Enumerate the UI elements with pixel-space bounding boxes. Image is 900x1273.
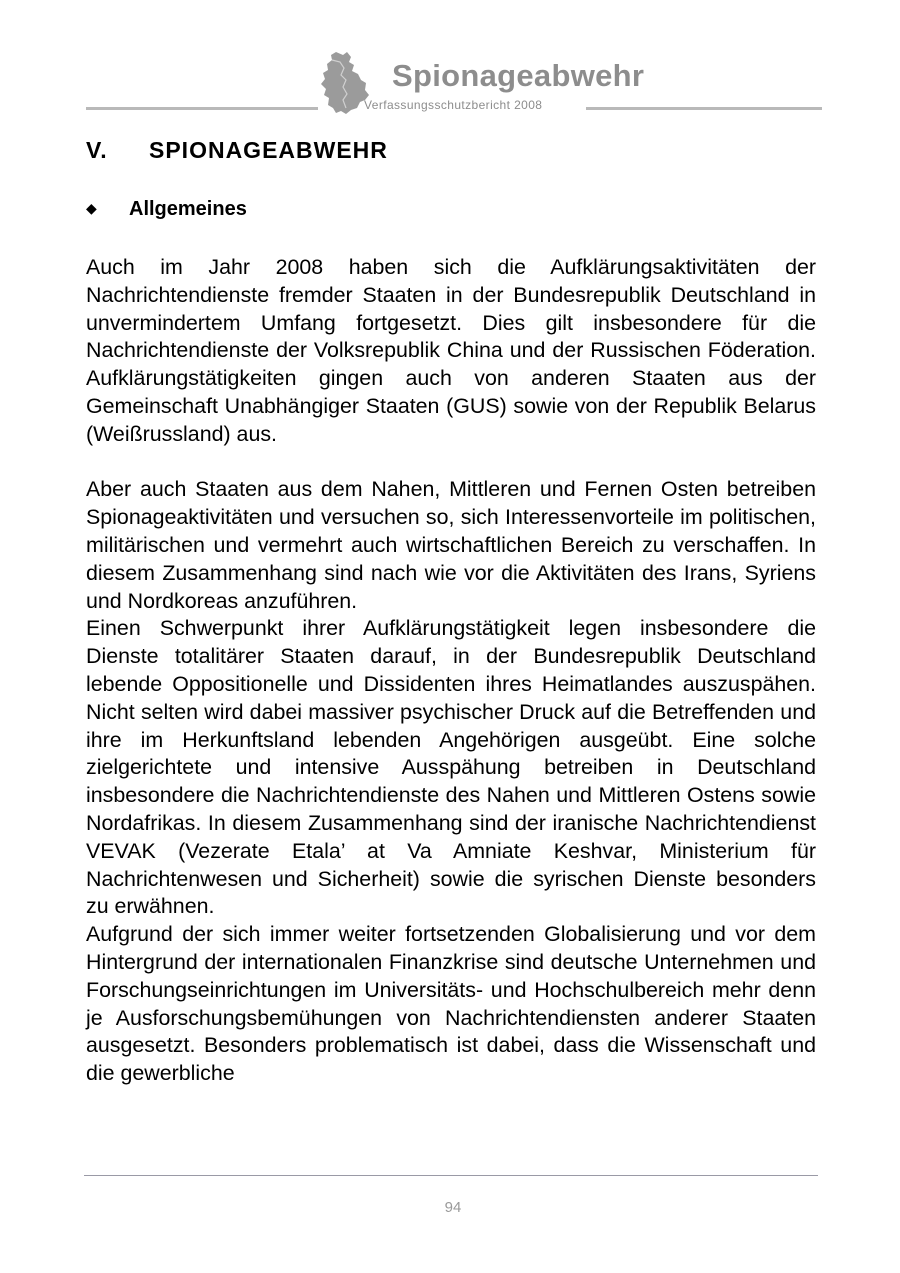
page-header — [86, 50, 822, 120]
paragraph: Auch im Jahr 2008 haben sich die Aufklärungsaktivitäten der Nachrichtendienste fremder Staaten in der Bundesrepublik Deutschland in unvermindertem Umfang fortgesetzt. Dies gilt insbesondere für die Nachrichtendienste der Volksrepublik China und der Russischen Föderation. Aufklärungstätigkeiten gingen auch von anderen Staaten aus der Gemeinschaft Unabhängiger Staaten (GUS) sowie von der Republik Belarus (Weißrussland) aus. — [86, 255, 816, 446]
diamond-bullet-icon: ◆ — [86, 200, 97, 216]
section-heading — [86, 198, 247, 221]
paragraph: Einen Schwerpunkt ihrer Aufklärungstätigkeit legen insbesondere die Dienste totalitärer Staaten darauf, in der Bundesrepublik Deutschland lebende Oppositionelle und Dissidenten ihres Heimatlandes auszuspähen. Nicht selten wird dabei massiver psychischer Druck auf die Betreffenden und ihre im Herkunftsland lebenden Angehörigen ausgeübt. Eine solche zielgerichtete und intensive Ausspähung betreiben in Deutschland insbesondere die Nachrichtendienste des Nahen und Mittleren Ostens sowie Nordafrikas. In diesem Zusammenhang sind der iranische Nachrichtendienst VEVAK (Vezerate Etala’ at Va Amniate Keshvar, Ministerium für Nachrichtenwesen und Sicherheit) sowie die syrischen Dienste besonders zu erwähnen. — [86, 616, 816, 919]
body-text — [86, 254, 816, 1088]
paragraph: Aufgrund der sich immer weiter fortsetzenden Globalisierung und vor dem Hintergrund der internationalen Finanzkrise sind deutsche Unternehmen und Forschungseinrichtungen im Universitäts- und Hochschulbereich mehr denn je Ausforschungsbemühungen von Nachrichtendiensten anderer Staaten ausgesetzt. Besonders problematisch ist dabei, dass die Wissenschaft und die gewerbliche — [86, 922, 816, 1086]
chapter-number: V. — [86, 137, 108, 163]
header-rule-right — [586, 107, 822, 110]
section-title: Allgemeines — [129, 198, 247, 220]
paragraph: Aber auch Staaten aus dem Nahen, Mittleren und Fernen Osten betreiben Spionageaktivitäten und versuchen so, sich Interessenvorteile im politischen, militärischen und vermehrt auch wirtschaftlichen Bereich zu verschaffen. In diesem Zusammenhang sind nach wie vor die Aktivitäten des Irans, Syriens und Nordkoreas anzuführen. — [86, 477, 816, 613]
header-subtitle: Verfassungsschutzbericht 2008 — [364, 98, 543, 112]
page-number: 94 — [444, 1199, 462, 1216]
footer-rule — [84, 1175, 818, 1176]
header-rule-left — [86, 107, 318, 110]
chapter-heading — [86, 137, 388, 164]
header-title: Spionageabwehr — [392, 58, 645, 93]
chapter-title: SPIONAGEABWEHR — [149, 137, 388, 163]
